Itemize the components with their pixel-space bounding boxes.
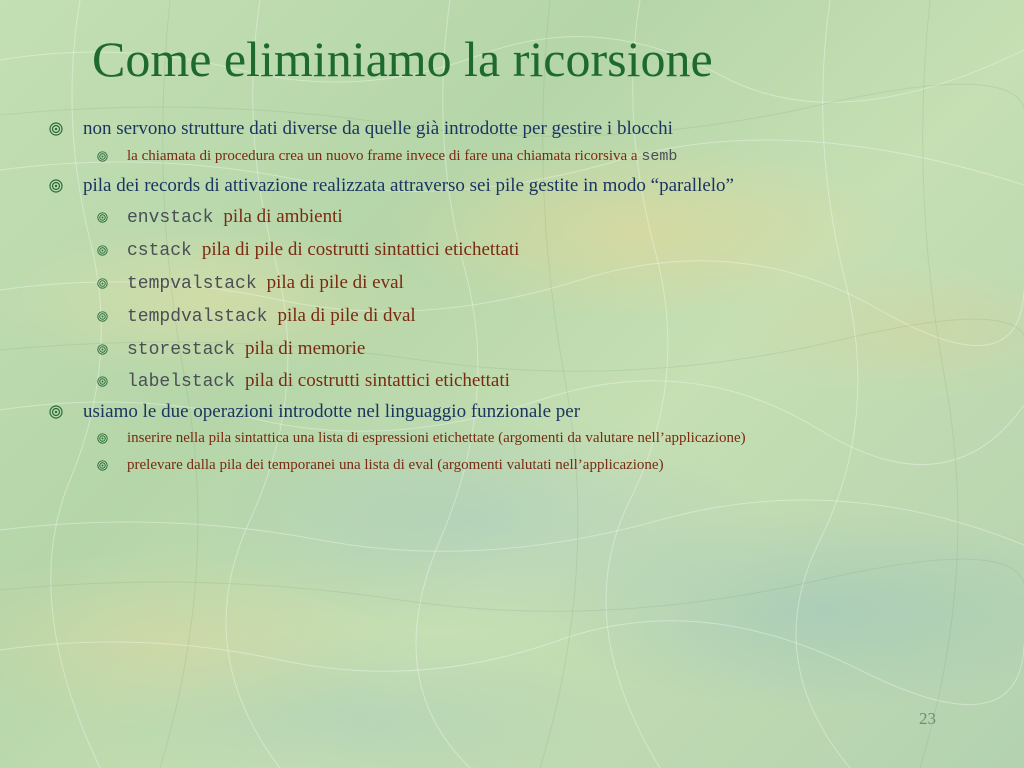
code-term: envstack: [127, 208, 214, 228]
bullet-text: non servono strutture dati diverse da quelle già introdotte per gestire i blocchi: [83, 118, 673, 139]
bullet-text: usiamo le due operazioni introdotte nel linguaggio funzionale per: [83, 401, 581, 422]
sub-bullet-item: [127, 371, 510, 391]
code-term: tempdvalstack: [127, 307, 268, 327]
bullet-item: [83, 176, 734, 195]
target-bullet-icon: [97, 344, 108, 355]
target-bullet-icon: [97, 460, 108, 471]
target-bullet-icon: [97, 278, 108, 289]
sub-bullet-item: [127, 306, 416, 326]
sub-bullet-item: [127, 240, 519, 260]
target-bullet-icon: [49, 179, 63, 193]
sub-bullet-item: [127, 207, 343, 227]
target-bullet-icon: [49, 405, 63, 419]
target-bullet-icon: [49, 122, 63, 136]
target-bullet-icon: [97, 245, 108, 256]
sub-bullet-item: [127, 458, 664, 473]
sub-bullet-text: pila di costrutti sintattici etichettati: [245, 370, 510, 391]
code-term: semb: [641, 148, 678, 165]
sub-bullet-text: pila di pile di dval: [277, 305, 416, 326]
bullet-item: [83, 119, 673, 138]
page-number: 23: [919, 709, 936, 728]
sub-bullet-item: [127, 431, 746, 446]
code-term: storestack: [127, 340, 236, 360]
sub-bullet-text: pila di ambienti: [223, 206, 343, 227]
bullet-item: [83, 402, 580, 421]
target-bullet-icon: [97, 311, 108, 322]
code-term: tempvalstack: [127, 274, 257, 294]
sub-bullet-text: prelevare dalla pila dei temporanei una lista di eval (argomenti valutati nell’applicazione): [127, 457, 664, 473]
code-term: labelstack: [127, 372, 236, 392]
sub-bullet-text: pila di pile di costrutti sintattici etichettati: [201, 239, 520, 260]
bullet-text: pila dei records di attivazione realizzata attraverso sei pile gestite in modo “parallelo”: [83, 175, 734, 196]
sub-bullet-text: pila di memorie: [245, 338, 366, 359]
sub-bullet-text: inserire nella pila sintattica una lista di espressioni etichettate (argomenti da valutare nell’applicazione): [127, 430, 746, 446]
sub-bullet-text: la chiamata di procedura crea un nuovo frame invece di fare una chiamata ricorsiva a: [127, 148, 642, 164]
target-bullet-icon: [97, 151, 108, 162]
target-bullet-icon: [97, 212, 108, 223]
sub-bullet-item: [127, 273, 404, 293]
sub-bullet-item: [127, 339, 365, 359]
sub-bullet-text: pila di pile di eval: [266, 272, 404, 293]
slide-title: Come eliminiamo la ricorsione: [92, 31, 713, 87]
target-bullet-icon: [97, 376, 108, 387]
code-term: cstack: [127, 241, 192, 261]
target-bullet-icon: [97, 433, 108, 444]
sub-bullet-item: [127, 149, 677, 164]
